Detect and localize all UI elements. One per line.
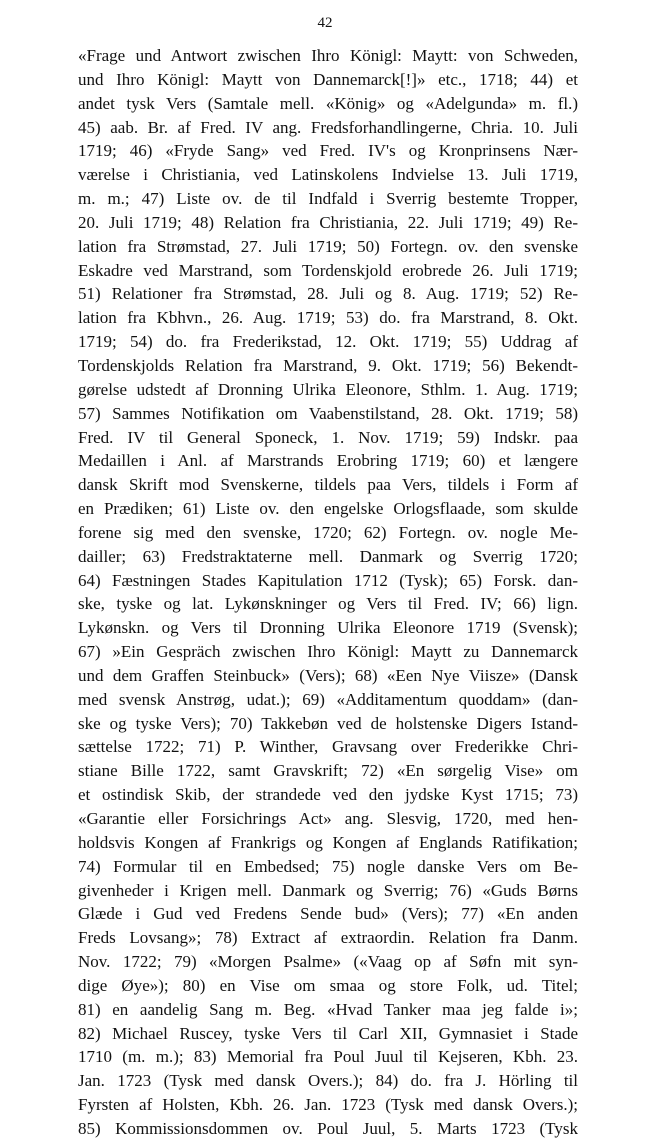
text-line: stiane Bille 1722, samt Gravskrift; 72) «En sørgelig Vise» om <box>78 761 578 781</box>
text-line: 74) Formular til en Embedsed; 75) nogle danske Vers om Be- <box>78 856 578 876</box>
text-line: ske og tyske Vers); 70) Takkebøn ved de holstenske Digers Istand- <box>78 713 578 733</box>
text-line: 85) Kommissionsdommen ov. Poul Juul, 5. Marts 1723 (Tysk <box>78 1118 578 1138</box>
text-line: en Prædiken; 61) Liste ov. den engelske Orlogsflaade, som skulde <box>78 499 578 519</box>
text-line: dansk Skrift mod Svenskerne, tildels paa Vers, tildels i Form af <box>78 475 578 495</box>
text-line: 67) »Ein Gespräch zwischen Ihro Königl: Maytt zu Dannemarck <box>78 642 578 662</box>
text-line: 51) Relationer fra Strømstad, 28. Juli og 8. Aug. 1719; 52) Re- <box>78 284 578 304</box>
text-line: ske, tyske og lat. Lykønskninger og Vers til Fred. IV; 66) lign. <box>78 594 578 614</box>
text-line: 1710 (m. m.); 83) Memorial fra Poul Juul til Kejseren, Kbh. 23. <box>78 1047 578 1067</box>
text-line: forene sig med den svenske, 1720; 62) Fortegn. ov. nogle Me- <box>78 522 578 542</box>
text-line: Freds Lovsang»; 78) Extract af extraordin. Relation fra Danm. <box>78 928 578 948</box>
text-line: Lykønskn. og Vers til Dronning Ulrika Eleonore 1719 (Svensk); <box>78 618 578 638</box>
text-line: 81) en aandelig Sang m. Beg. «Hvad Tanker maa jeg falde i»; <box>78 999 578 1019</box>
text-line: 82) Michael Ruscey, tyske Vers til Carl XII, Gymnasiet i Stade <box>78 1023 578 1043</box>
text-line: med svensk Anstrøg, udat.); 69) «Additamentum quoddam» (dan- <box>78 689 578 709</box>
text-line: dailler; 63) Fredstraktaterne mell. Danmark og Sverrig 1720; <box>78 546 578 566</box>
text-line: «Frage und Antwort zwischen Ihro Königl: Maytt: von Schweden, <box>78 46 578 65</box>
text-line: und Ihro Königl: Maytt von Dannemarck[!]» etc., 1718; 44) et <box>78 69 578 89</box>
text-line: et ostindisk Skib, der strandede ved den jydske Kyst 1715; 73) <box>78 785 578 805</box>
text-line: givenheder i Krigen mell. Danmark og Sverrig; 76) «Guds Børns <box>78 880 578 900</box>
text-line: Jan. 1723 (Tysk med dansk Overs.); 84) do. fra J. Hörling til <box>78 1071 578 1091</box>
text-line: 1719; 46) «Fryde Sang» ved Fred. IV's og Kronprinsens Nær- <box>78 141 578 161</box>
text-line: m. m.; 47) Liste ov. de til Indfald i Sverrig bestemte Tropper, <box>78 189 578 209</box>
body-text <box>78 44 578 1141</box>
text-line: 45) aab. Br. af Fred. IV ang. Fredsforhandlingerne, Chria. 10. Juli <box>78 117 578 137</box>
text-line: Fred. IV til General Sponeck, 1. Nov. 1719; 59) Indskr. paa <box>78 427 578 447</box>
text-line: Medaillen i Anl. af Marstrands Erobring 1719; 60) et længere <box>78 451 578 471</box>
text-line: sættelse 1722; 71) P. Winther, Gravsang over Frederikke Chri- <box>78 737 578 757</box>
text-line: andet tysk Vers (Samtale mell. «König» og «Adelgunda» m. fl.) <box>78 93 578 113</box>
text-line: lation fra Kbhvn., 26. Aug. 1719; 53) do. fra Marstrand, 8. Okt. <box>78 308 578 328</box>
text-line: Nov. 1722; 79) «Morgen Psalme» («Vaag op af Søfn mit syn- <box>78 952 578 972</box>
text-line: «Garantie eller Forsichrings Act» ang. Slesvig, 1720, med hen- <box>78 809 578 828</box>
text-line: holdsvis Kongen af Frankrigs og Kongen af Englands Ratifikation; <box>78 832 578 852</box>
text-line: gørelse udstedt af Dronning Ulrika Eleonore, Sthlm. 1. Aug. 1719; <box>78 379 578 399</box>
text-line: 20. Juli 1719; 48) Relation fra Christiania, 22. Juli 1719; 49) Re- <box>78 212 578 232</box>
page-number: 42 <box>317 15 333 31</box>
text-line: 64) Fæstningen Stades Kapitulation 1712 (Tysk); 65) Forsk. dan- <box>78 570 578 590</box>
text-line: Eskadre ved Marstrand, som Tordenskjold erobrede 26. Juli 1719; <box>78 260 578 280</box>
text-line: Tordenskjolds Relation fra Marstrand, 9. Okt. 1719; 56) Bekendt- <box>78 355 578 375</box>
text-line: Glæde i Gud ved Fredens Sende bud» (Vers); 77) «En anden <box>78 904 578 924</box>
text-line: dige Øye»); 80) en Vise om smaa og store Folk, ud. Titel; <box>78 975 578 995</box>
text-line: værelse i Christiania, ved Latinskolens Indvielse 13. Juli 1719, <box>78 165 578 185</box>
text-line: 57) Sammes Notifikation om Vaabenstilstand, 28. Okt. 1719; 58) <box>78 403 578 423</box>
text-line: lation fra Strømstad, 27. Juli 1719; 50) Fortegn. ov. den svenske <box>78 236 578 256</box>
text-line: 1719; 54) do. fra Frederikstad, 12. Okt. 1719; 55) Uddrag af <box>78 332 578 352</box>
text-line: Fyrsten af Holsten, Kbh. 26. Jan. 1723 (Tysk med dansk Overs.); <box>78 1095 578 1115</box>
text-line: und dem Graffen Steinbuck» (Vers); 68) «Een Nye Viisze» (Dansk <box>78 665 578 685</box>
